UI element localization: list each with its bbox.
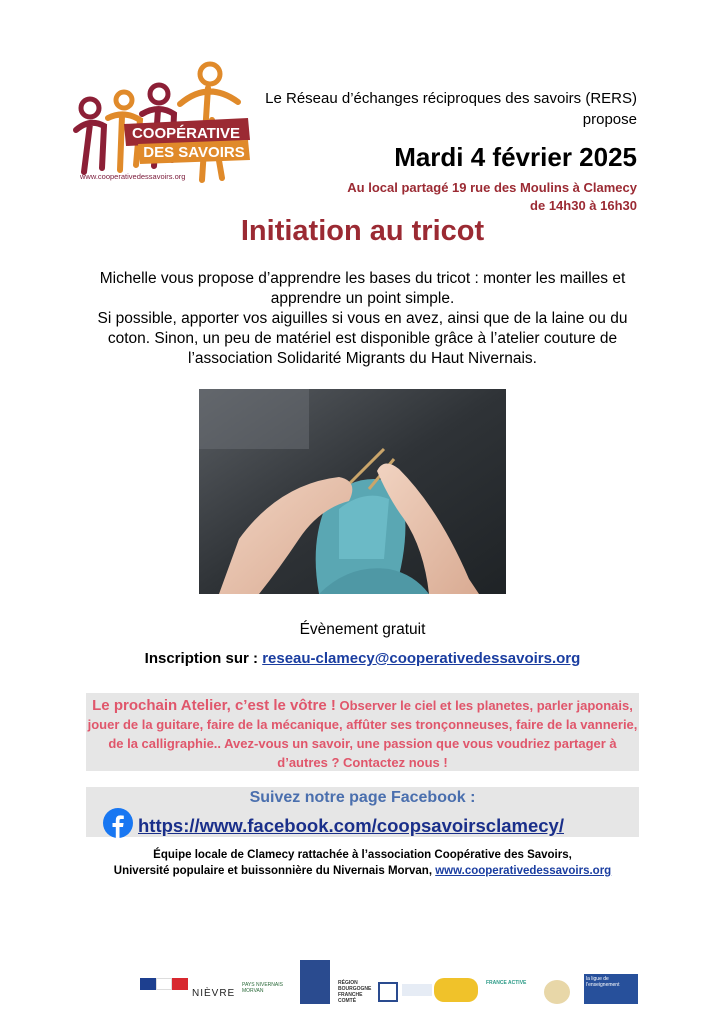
- caf-logo: [300, 960, 330, 1004]
- event-venue: [257, 179, 637, 215]
- logo-text-line1: COOPÉRATIVE: [131, 125, 241, 142]
- nievre-logo: NIÈVRE: [192, 988, 236, 999]
- page-title: Initiation au tricot: [240, 215, 485, 247]
- facebook-link[interactable]: https://www.facebook.com/coopsavoirsclamecy/: [138, 815, 564, 836]
- signup-label: Inscription sur :: [144, 650, 259, 667]
- footer-line2-wrap: [60, 863, 665, 879]
- venue-address: Au local partagé 19 rue des Moulins à Clamecy: [347, 180, 637, 195]
- knitting-photo: [199, 389, 506, 594]
- intro-text: Le Réseau d’échanges réciproques des savoirs (RERS) propose: [265, 90, 637, 128]
- footer-text: [60, 847, 665, 879]
- event-date: Mardi 4 février 2025: [394, 142, 637, 172]
- description-para1: Michelle vous propose d’apprendre les bases du tricot : monter les mailles et apprendre un point simple.: [99, 270, 626, 307]
- partner-logos: [140, 960, 640, 1008]
- signup-email-link[interactable]: reseau-clamecy@cooperativedessavoirs.org: [262, 650, 581, 667]
- republique-francaise-logo: [140, 978, 188, 998]
- sante-famille-logo: [402, 984, 432, 996]
- pays-nivernais-logo: PAYS NIVERNAIS MORVAN: [242, 982, 283, 994]
- callout-box: [86, 693, 639, 771]
- round-partner-logo: [544, 980, 570, 1004]
- festival-logo: [434, 978, 478, 1002]
- france-active-logo: FRANCE ACTIVE: [486, 980, 527, 986]
- footer-line1: Équipe locale de Clamecy rattachée à l’association Coopérative des Savoirs,: [153, 849, 572, 861]
- ligue-enseignement-logo: la ligue de l'enseignement: [584, 974, 638, 1004]
- region-logo: RÉGION BOURGOGNE FRANCHE COMTÉ: [338, 980, 372, 1004]
- description: [95, 269, 630, 369]
- facebook-icon[interactable]: [103, 808, 133, 838]
- logo-text-line2: DES SAVOIRS: [143, 144, 245, 161]
- cooperative-logo: [62, 60, 262, 200]
- logo-url: www.cooperativedessavoirs.org: [80, 172, 186, 181]
- description-para2: Si possible, apporter vos aiguilles si vous en avez, ainsi que de la laine ou du coton. Sinon, un peu de matériel est disponible grâce à l’atelier couture de l’association Solidarité Migrants du Haut Nivernais.: [97, 310, 628, 367]
- callout-body: Observer le ciel et les planetes, parler japonais, jouer de la guitare, faire de la mécanique, affûter ses tronçonneuses, faire de la vannerie, de la calligraphie.. Avez-vous un savoir, une passion que vous voudriez partager à d’autres ? Contactez nous !: [87, 698, 638, 770]
- free-event-label: Évènement gratuit: [299, 621, 426, 638]
- callout-lead: Le prochain Atelier, c’est le vôtre !: [92, 697, 336, 714]
- facebook-follow-label: Suivez notre page Facebook :: [249, 789, 476, 806]
- venue-time: de 14h30 à 16h30: [530, 198, 637, 213]
- footer-line2: Université populaire et buissonnière du Nivernais Morvan,: [113, 865, 433, 877]
- knitting-photo-graphic: [199, 389, 506, 594]
- footer-website-link[interactable]: www.cooperativedessavoirs.org: [435, 865, 612, 877]
- signup-line: [0, 650, 725, 667]
- msa-logo: [378, 982, 398, 1002]
